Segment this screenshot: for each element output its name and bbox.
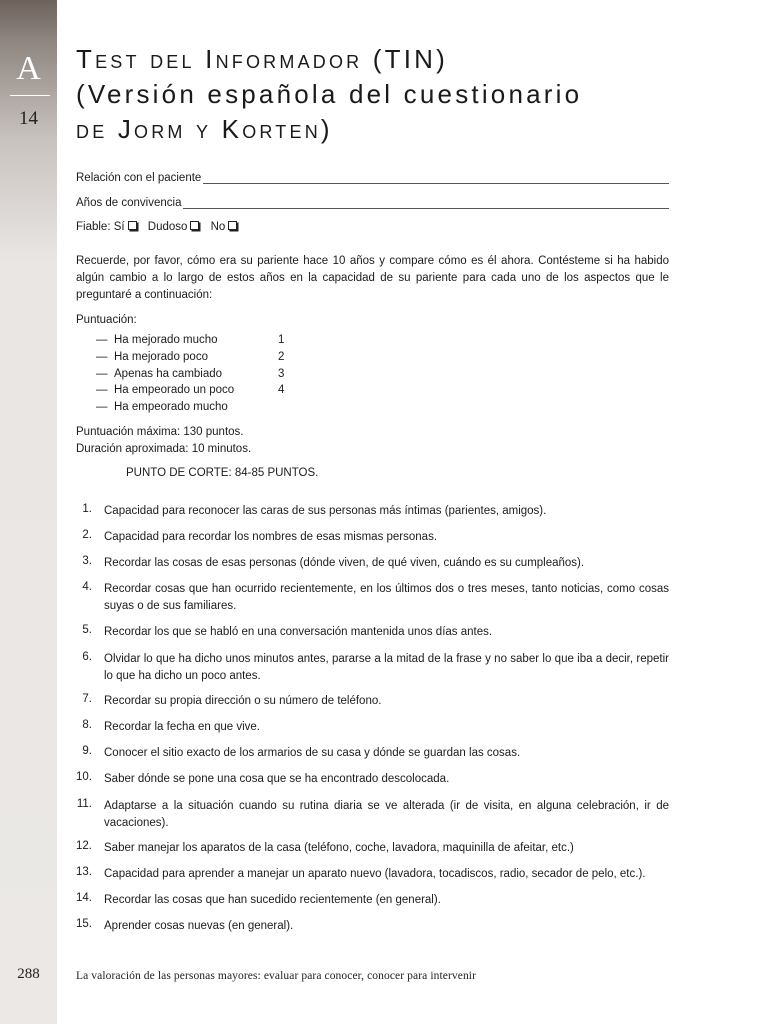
- item-number: 7.: [82, 693, 92, 705]
- item-number: 4.: [82, 581, 92, 593]
- item-number: 1.: [82, 503, 92, 515]
- option-dash: —: [96, 384, 108, 397]
- title-line-2: (Versión española del cuestionario: [76, 79, 583, 109]
- item-text: Recordar su propia dirección o su número de teléfono.: [104, 695, 382, 707]
- option-dash: —: [96, 350, 108, 363]
- max-score: Puntuación máxima: 130 puntos.: [76, 426, 244, 438]
- item-number: 3.: [82, 555, 92, 567]
- item-number: 9.: [82, 745, 92, 757]
- no-label: No: [210, 221, 226, 233]
- title-line-1: Test del Informador (TIN): [76, 44, 448, 74]
- item-number: 8.: [82, 719, 92, 731]
- item-text: Aprender cosas nuevas (en general).: [104, 920, 294, 932]
- footer-text: La valoración de las personas mayores: evaluar para conocer, conocer para intervenir: [76, 970, 477, 982]
- option-label: Ha mejorado poco: [114, 350, 208, 363]
- scoring-option: [96, 332, 296, 349]
- item-text: Capacidad para reconocer las caras de sus personas más íntimas (parientes, amigos).: [104, 505, 547, 517]
- scoring-option: [96, 382, 296, 399]
- reliability-row: [76, 221, 245, 233]
- option-dash: —: [96, 334, 108, 346]
- relation-field[interactable]: [76, 172, 669, 184]
- dudoso-label: Dudoso: [147, 221, 188, 233]
- item-number: 12.: [76, 840, 92, 852]
- checkbox-no[interactable]: [228, 221, 237, 230]
- item-text: Saber manejar los aparatos de la casa (teléfono, coche, lavadora, maquinilla de afeitar, etc.): [104, 842, 574, 854]
- section-number: 14: [19, 108, 38, 129]
- side-band: [0, 0, 57, 1024]
- cutoff: PUNTO DE CORTE: 84-85 PUNTOS.: [126, 467, 319, 479]
- scoring-option: [96, 349, 296, 366]
- scoring-option: [96, 399, 296, 416]
- relation-label: Relación con el paciente: [76, 172, 202, 184]
- item-number: 6.: [82, 651, 92, 663]
- section-divider: [10, 95, 50, 96]
- scoring-heading: Puntuación:: [76, 314, 137, 326]
- checkbox-dudoso[interactable]: [190, 221, 199, 230]
- item-text: Recordar cosas que han ocurrido recientemente, en los últimos dos o tres meses, tanto noticias, como cosas suyas o de sus familiares.: [104, 583, 669, 612]
- years-field[interactable]: [76, 197, 669, 209]
- item-number: 14.: [76, 892, 92, 904]
- item-number: 11.: [76, 798, 92, 810]
- fiable-label: Fiable: Sí: [76, 221, 125, 233]
- title-line-3: de Jorm y Korten): [76, 114, 333, 144]
- page-number: 288: [17, 966, 40, 982]
- scoring-option: [96, 366, 296, 383]
- instructions-paragraph: Recuerde, por favor, cómo era su pariente hace 10 años y compare cómo es él ahora. Contésteme si ha habido algún cambio a lo largo de estos años en la capacidad de su pariente para cada uno de los aspectos que le preguntaré a continuación:: [76, 255, 669, 301]
- item-text: Olvidar lo que ha dicho unos minutos antes, pararse a la mitad de la frase y no saber lo que iba a decir, repetir lo que ha dicho un poco antes.: [104, 653, 669, 682]
- scoring-options: [96, 332, 296, 416]
- item-text: Recordar las cosas que han sucedido recientemente (en general).: [104, 894, 441, 906]
- option-label: Apenas ha cambiado: [114, 367, 223, 380]
- item-number: 2.: [82, 529, 92, 541]
- years-label: Años de convivencia: [76, 197, 182, 209]
- page-title: [76, 42, 716, 147]
- option-label: Ha empeorado un poco: [114, 384, 235, 397]
- item-text: Adaptarse a la situación cuando su rutina diaria se ve alterada (ir de visita, en alguna celebración, ir de vacaciones).: [104, 800, 669, 829]
- section-letter: A: [16, 50, 41, 87]
- item-text: Conocer el sitio exacto de los armarios de su casa y dónde se guardan las cosas.: [104, 747, 521, 759]
- relation-line[interactable]: [203, 174, 669, 184]
- option-dash: —: [96, 401, 108, 414]
- option-value: 1: [278, 334, 285, 346]
- item-number: 5.: [82, 624, 92, 636]
- option-dash: —: [96, 367, 108, 380]
- item-number: 13.: [76, 866, 92, 878]
- item-text: Recordar los que se habló en una conversación mantenida unos días antes.: [104, 626, 493, 638]
- item-text: Capacidad para recordar los nombres de esas mismas personas.: [104, 531, 438, 543]
- item-number: 10.: [76, 771, 92, 783]
- option-value: 4: [278, 384, 285, 397]
- item-number: 15.: [76, 918, 92, 930]
- option-label: Ha mejorado mucho: [114, 334, 218, 346]
- item-text: Saber dónde se pone una cosa que se ha encontrado descolocada.: [104, 773, 450, 785]
- item-text: Recordar las cosas de esas personas (dónde viven, de qué viven, cuándo es su cumpleaños).: [104, 557, 585, 569]
- duration: Duración aproximada: 10 minutos.: [76, 443, 252, 455]
- item-text: Capacidad para aprender a manejar un aparato nuevo (lavadora, tocadiscos, radio, secador de pelo, etc.).: [104, 868, 646, 880]
- option-label: Ha empeorado mucho: [114, 401, 228, 414]
- option-value: 2: [278, 350, 285, 363]
- checkbox-si[interactable]: [128, 221, 137, 230]
- years-line[interactable]: [183, 199, 669, 209]
- item-text: Recordar la fecha en que vive.: [104, 721, 260, 733]
- option-value: 3: [278, 367, 285, 380]
